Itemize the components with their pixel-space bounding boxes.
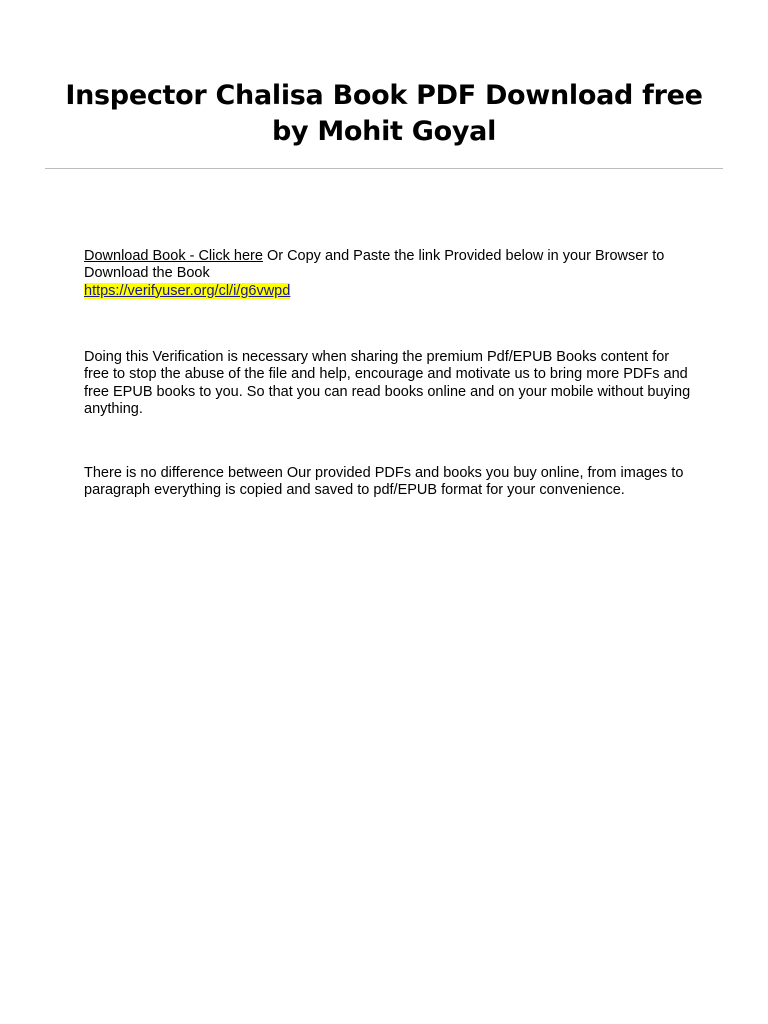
verification-paragraph: Doing this Verification is necessary when sharing the premium Pdf/EPUB Books content for free to stop the abuse of the file and help, encourage and motivate us to bring more PDFs and free EPUB books to you. So that you can read books online and on your mobile without buying anything.	[84, 349, 691, 418]
download-instructions-text: Or Copy and Paste the link Provided below in your Browser to Download the Book	[84, 248, 665, 282]
download-paragraph	[84, 248, 694, 300]
verification-url-link[interactable]: https://verifyuser.org/cl/i/g6vwpd	[84, 282, 291, 299]
page-title: Inspector Chalisa Book PDF Download free by Mohit Goyal	[65, 80, 703, 147]
title-divider	[45, 168, 723, 169]
download-book-link[interactable]: Download Book - Click here	[84, 248, 263, 264]
difference-paragraph: There is no difference between Our provided PDFs and books you buy online, from images to paragraph everything is copied and saved to pdf/EPUB format for your convenience.	[84, 465, 684, 499]
